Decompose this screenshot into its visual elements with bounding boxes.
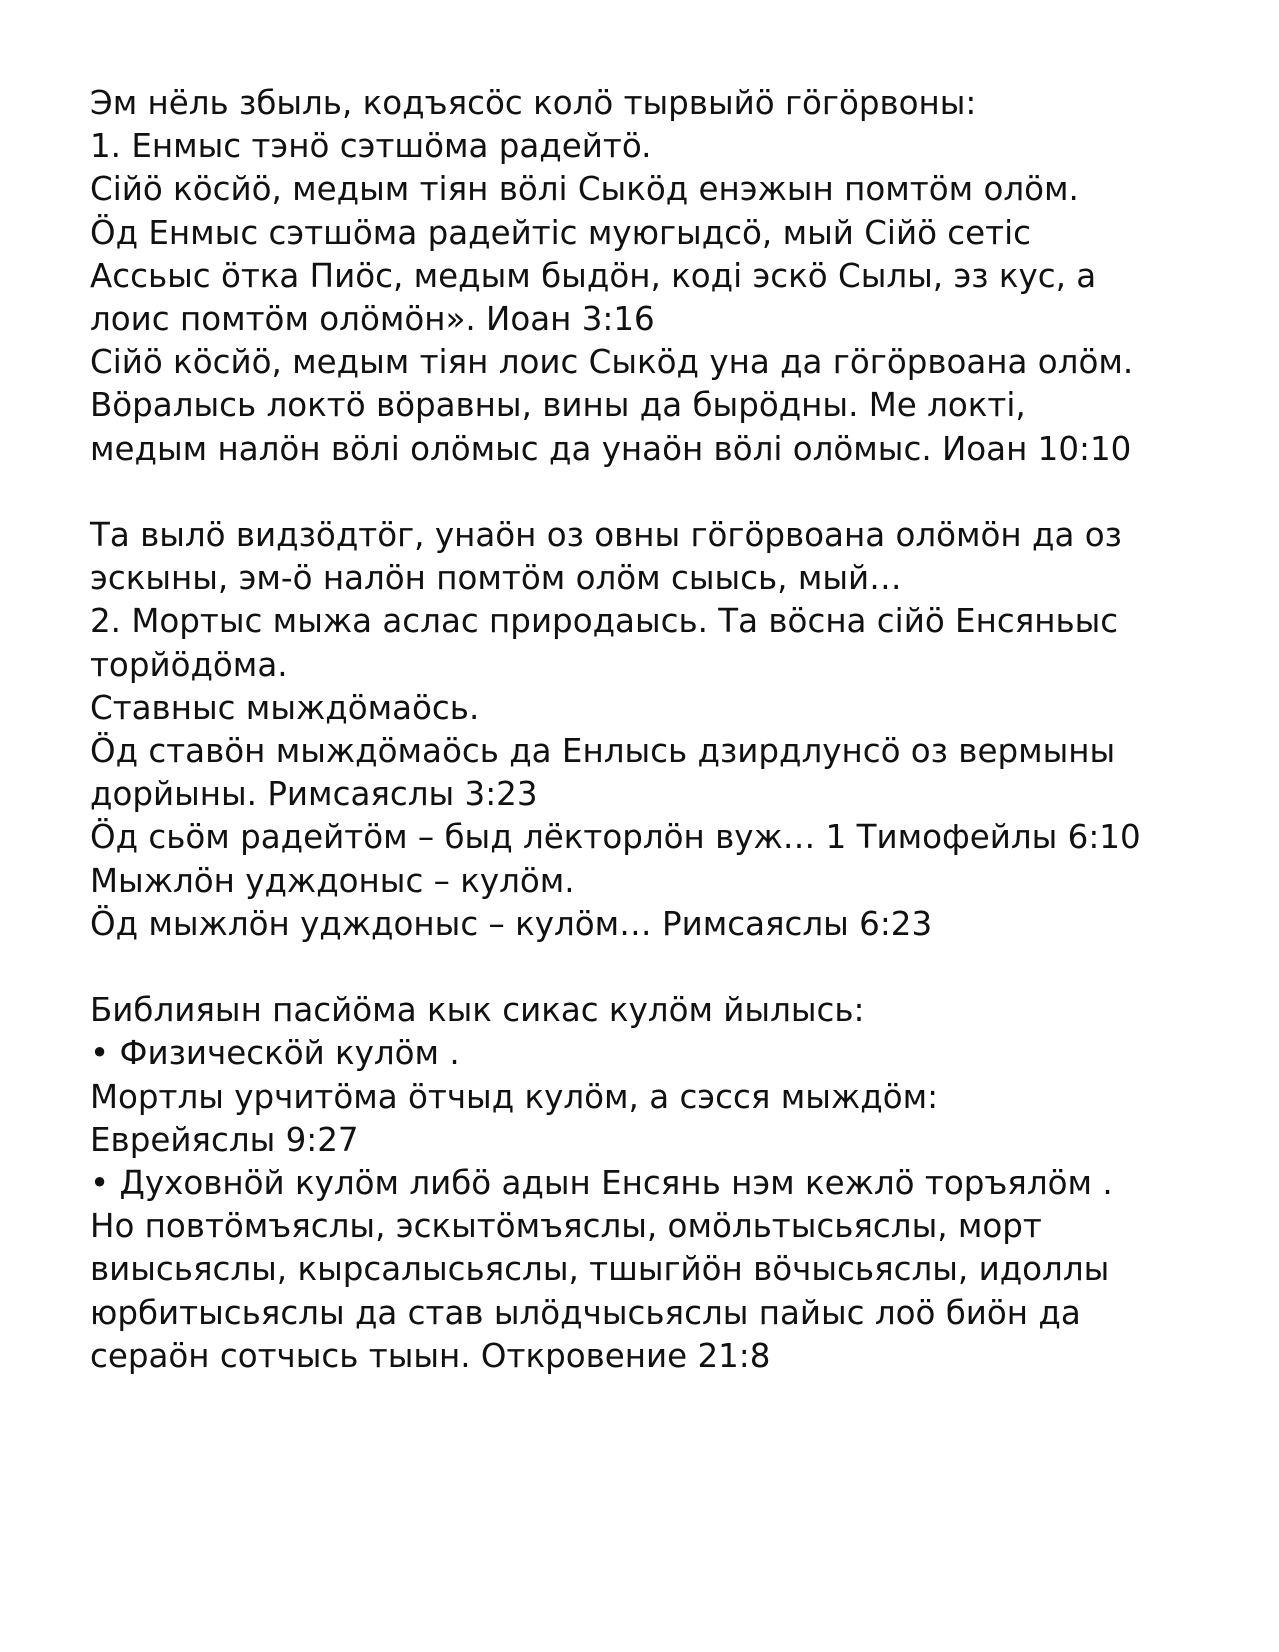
text-line: Ставныс мыждöмаöсь. (90, 688, 480, 727)
paragraph-3 (90, 989, 1250, 1378)
text-line: Мыжлöн удждоныс – кулöм. (90, 861, 575, 900)
text-line: дорйыны. Римсаяслы 3:23 (90, 775, 538, 814)
text-line: виысьяслы, кырсалысьяслы, тшыгйöн вöчысьяслы, идоллы (90, 1250, 1110, 1289)
text-line: торйöдöма. (90, 645, 288, 684)
text-line: сераöн сотчысь тыын. Откровение 21:8 (90, 1336, 771, 1375)
text-line: Библияын пасйöма кык сикас кулöм йылысь: (90, 991, 865, 1030)
text-line: 1. Енмыс тэнö сэтшöма радейтö. (90, 127, 652, 166)
text-line: 2. Мортыс мыжа аслас природаысь. Та вöсна сійö Енсяньыс (90, 602, 1119, 641)
text-line: эскыны, эм-ö налöн помтöм олöм сыысь, мый… (90, 559, 902, 598)
paragraph-2 (90, 514, 1250, 946)
text-line: Öд мыжлöн удждоныс – кулöм… Римсаяслы 6:23 (90, 904, 933, 943)
text-line: Еврейяслы 9:27 (90, 1120, 359, 1159)
text-line: Öд ставöн мыждöмаöсь да Енлысь дзирдлунсö оз вермыны (90, 732, 1116, 771)
paragraph-gap (90, 471, 1250, 514)
text-line: Сійö кöсйö, медым тіян вöлі Сыкöд енэжын помтöм олöм. (90, 170, 1079, 209)
document-page (90, 82, 1250, 1378)
text-line: Вöралысь локтö вöравны, вины да бырöдны. Ме локті, (90, 386, 1026, 425)
text-line: Ассьыс öтка Пиöс, медым быдöн, коді эскö Сылы, эз кус, а (90, 256, 1097, 295)
text-line: • Духовнöй кулöм либö адын Енсянь нэм кежлö торъялöм . (90, 1164, 1113, 1203)
text-line: Но повтöмъяслы, эскытöмъяслы, омöльтысьяслы, морт (90, 1207, 1042, 1246)
paragraph-gap (90, 946, 1250, 989)
text-line: • Физическöй кулöм . (90, 1034, 460, 1073)
text-line: Эм нёль збыль, кодъясöс колö тырвыйö гöгöрвоны: (90, 84, 977, 122)
text-line: юрбитысьяслы да став ылöдчысьяслы пайыс лоö биöн да (90, 1293, 1081, 1332)
text-line: Мортлы урчитöма öтчыд кулöм, а сэсся мыждöм: (90, 1077, 939, 1116)
text-line: Та вылö видзöдтöг, унаöн оз овны гöгöрвоана олöмöн да оз (90, 516, 1122, 555)
text-line: Öд Енмыс сэтшöма радейтіс муюгыдсö, мый Сійö сетіс (90, 213, 1031, 252)
text-line: лоис помтöм олöмöн». Иоан 3:16 (90, 300, 655, 339)
text-line: Сійö кöсйö, медым тіян лоис Сыкöд уна да гöгöрвоана олöм. (90, 343, 1134, 382)
text-line: Öд сьöм радейтöм – быд лёкторлöн вуж… 1 Тимофейлы 6:10 (90, 818, 1141, 857)
text-line: медым налöн вöлі олöмыс да унаöн вöлі олöмыс. Иоан 10:10 (90, 429, 1132, 468)
paragraph-1 (90, 82, 1250, 471)
